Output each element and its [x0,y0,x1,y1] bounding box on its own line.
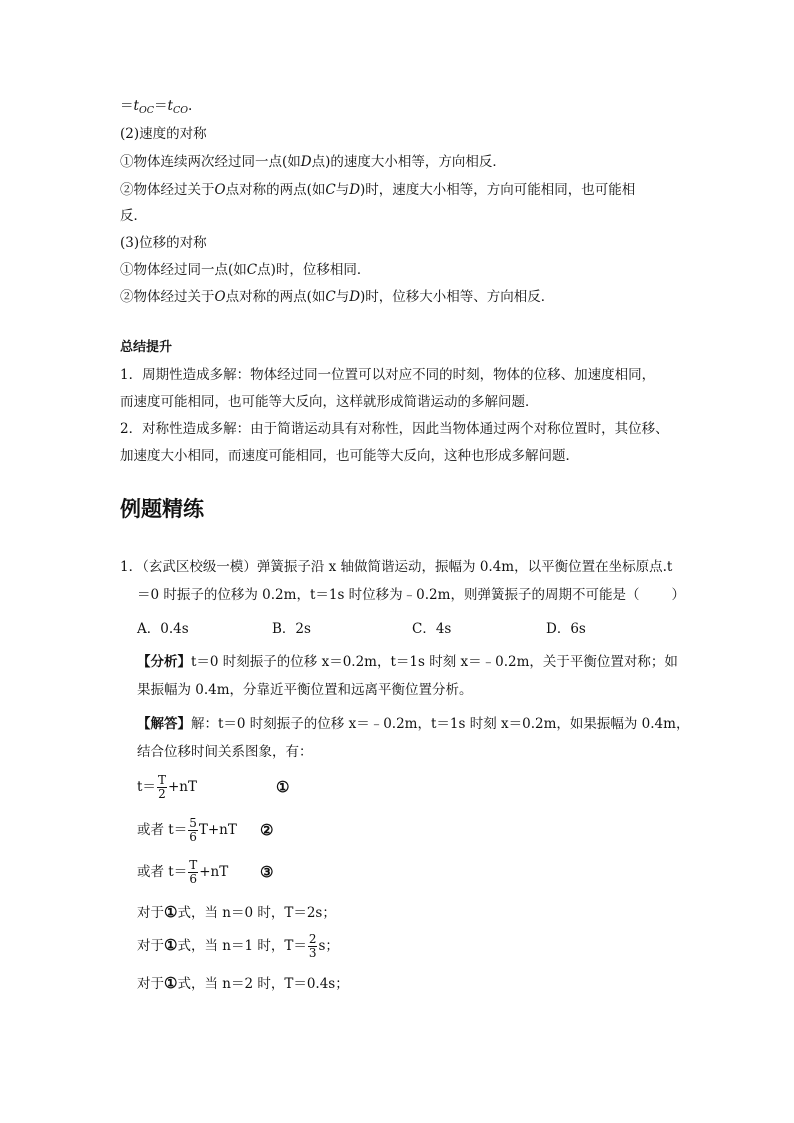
fraction [188,817,198,844]
analysis-line-2: 果振幅为 0.4m，分靠近平衡位置和远离平衡位置分析。 [137,682,473,698]
text-span: ②物体经过关于 [120,289,215,305]
text-span: )时，速度大小相等，方向可能相同，也可能相 [360,182,636,198]
text-span: 与 [335,182,350,198]
symbol-t: t [167,98,173,114]
period: . [188,98,193,114]
displacement-item-1 [120,260,370,280]
denominator: 3 [308,946,317,960]
text-span: t＝ [137,779,156,795]
text-span: 点)的速度大小相等，方向相反． [311,154,506,170]
text-span: +nT [167,779,197,795]
subscript-co: CO [172,105,188,116]
point-o: O [214,182,226,198]
displacement-heading: (3)位移的对称 [120,235,207,251]
equals-sign: ＝ [154,98,168,114]
option-c: C．4s [412,621,452,637]
point-c: C [325,182,336,198]
text-span: ①物体连续两次经过同一点(如 [120,154,301,170]
equation-ref-marker: ① [164,936,178,954]
solution-label: 【解答】 [137,716,191,732]
result-line-2 [137,930,339,961]
analysis-label: 【分析】 [137,654,191,670]
text-span: 式，当 n＝2 时，T＝0.4s； [177,976,349,992]
summary-point-1-line-2: 而速度可能相同，也可能等大反向，这样就形成简谐运动的多解问题． [120,394,539,410]
point-d: D [349,182,361,198]
equation-ref-marker: ① [164,974,178,992]
numerator: T [157,773,166,787]
summary-point-2-line-2: 加速度大小相同，而速度可能相同，也可能等大反向，这种也形成多解问题． [120,448,579,464]
text-span: ） [671,587,685,603]
text-span: 式，当 n＝1 时，T＝ [177,938,307,954]
equation-marker-2: ② [260,821,274,839]
result-line-3 [137,973,349,994]
speed-item-2-cont: 反． [120,208,147,224]
text-span: +nT [199,864,229,880]
text-span: s； [318,938,339,954]
equation-marker-3: ③ [260,863,274,881]
text-span: ＝0 时振子的位移为 0.2m，t＝1s 时位移为﹣0.2m，则弹簧振子的周期不可能是（ [137,587,640,603]
text-span: 对于 [137,905,164,921]
symmetry-time-line [120,96,192,118]
summary-title: 总结提升 [120,340,173,355]
equals-sign: ＝ [120,98,134,114]
text-span: t＝0 时刻振子的位移 x＝0.2m，t＝1s 时刻 x＝﹣0.2m，关于平衡位置对称；如 [191,654,678,670]
text-span: 点对称的两点(如 [225,289,326,305]
text-span: ②物体经过关于 [120,182,215,198]
equation-3 [137,857,228,887]
result-line-1 [137,902,336,923]
option-d: D．6s [546,621,586,637]
subscript-oc: OC [138,105,154,116]
equation-ref-marker: ① [164,903,178,921]
text-span: )时，位移大小相等、方向相反． [360,289,555,305]
denominator: 2 [158,787,166,801]
solution-line-1 [137,714,689,734]
text-span: ①物体经过同一点(如 [120,262,247,278]
question-line-2 [137,585,685,605]
fraction [157,774,167,801]
fraction [188,859,198,886]
option-b: B．2s [272,621,311,637]
numerator: T [189,858,198,872]
text-span: 对于 [137,976,164,992]
displacement-item-2 [120,287,554,307]
equation-marker-1: ① [276,778,290,796]
numerator: 2 [308,932,317,946]
numerator: 5 [189,816,197,830]
text-span: 或者 t＝ [137,864,188,880]
text-span: T+nT [198,822,237,838]
text-span: 式，当 n＝0 时，T＝2s； [177,905,336,921]
equation-2 [137,815,237,845]
point-d: D [349,289,361,305]
analysis-line-1 [137,652,678,672]
text-span: 解：t＝0 时刻振子的位移 x＝﹣0.2m，t＝1s 时刻 x＝0.2m，如果振幅为 0.4m， [191,716,690,732]
symbol-t: t [133,98,139,114]
solution-line-2: 结合位移时间关系图象，有： [137,744,313,760]
text-span: 对于 [137,938,164,954]
speed-heading: (2)速度的对称 [120,126,207,142]
denominator: 6 [189,830,197,844]
option-a: A．0.4s [137,621,189,637]
point-o: O [214,289,226,305]
point-d: D [300,154,312,170]
speed-item-2 [120,180,635,200]
speed-item-1 [120,152,506,172]
text-span: 与 [335,289,350,305]
text-span: 或者 t＝ [137,822,188,838]
text-span: 点)时，位移相同． [257,262,371,278]
summary-point-2-line-1: 2．对称性造成多解：由于简谐运动具有对称性，因此当物体通过两个对称位置时，其位移、 [120,421,669,437]
point-c: C [246,262,258,278]
fraction [308,933,318,960]
section-title: 例题精练 [120,497,204,521]
question-line-1: 1．（玄武区校级一模）弹簧振子沿 x 轴做简谐运动，振幅为 0.4m，以平衡位置在坐标原点.t [120,559,673,575]
point-c: C [325,289,336,305]
equation-1 [137,772,197,802]
denominator: 6 [189,872,198,886]
text-span: 点对称的两点(如 [225,182,326,198]
summary-point-1-line-1: 1．周期性造成多解：物体经过同一位置可以对应不同的时刻，物体的位移、加速度相同， [120,367,656,383]
